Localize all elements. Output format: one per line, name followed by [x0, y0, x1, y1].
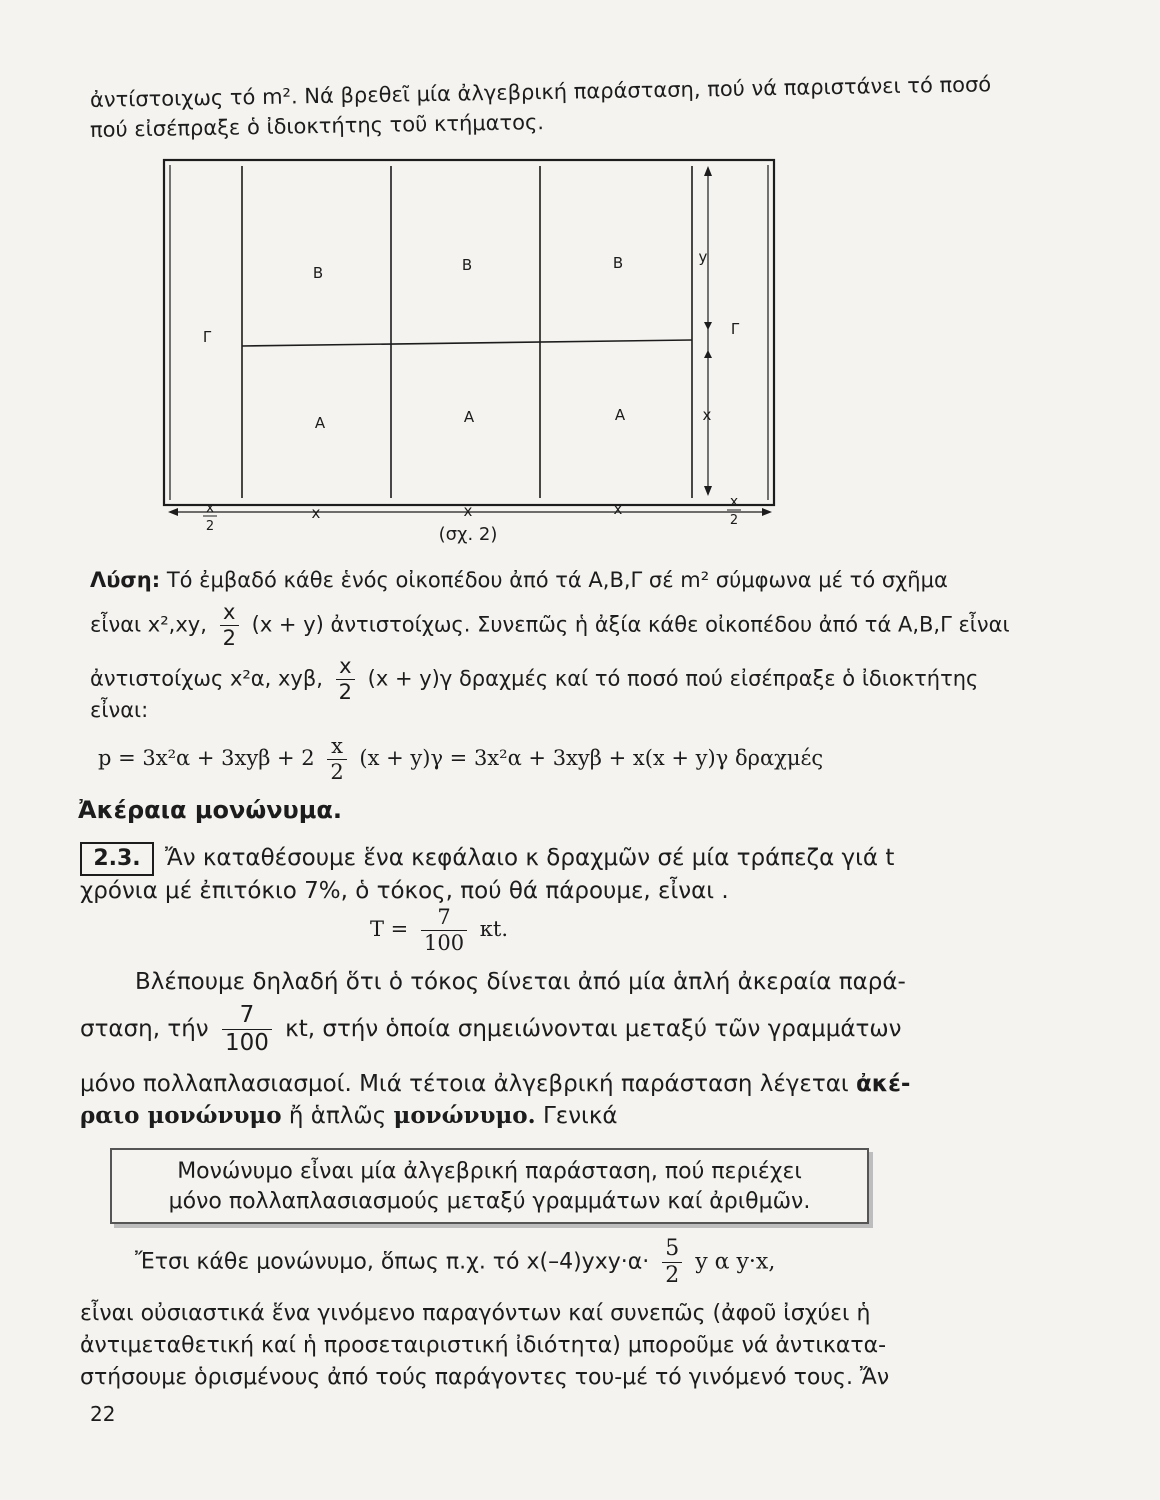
bottom-label-x1: x	[311, 504, 321, 522]
definition-box	[110, 1148, 869, 1224]
ending-line-1: εἶναι οὐσιαστικά ἕνα γινόμενο παραγόντων καί συνεπῶς (ἀφοῦ ἰσχύει ἡ	[80, 1301, 871, 1326]
arrowhead	[762, 508, 772, 516]
solution-line-2-start: εἶναι x²,xy,	[90, 612, 207, 637]
fraction-denominator: 2	[336, 679, 355, 703]
para-line-2	[80, 1002, 902, 1056]
fraction-numerator: 7	[239, 1002, 255, 1028]
section-line-2: χρόνια μέ ἐπιτόκιο 7%, ὁ τόκος, πού θά πάρουμε, εἶναι .	[80, 878, 729, 904]
side-label-y: y	[698, 248, 708, 266]
plot-label-b3: B	[612, 254, 624, 272]
para-line-3-start: μόνο πολλαπλασιασμοί. Μιά τέτοια ἀλγεβρική παράσταση λέγεται	[80, 1071, 856, 1097]
solution-line-1	[90, 566, 948, 594]
arrowhead	[168, 508, 178, 516]
solution-line-4: εἶναι:	[90, 698, 149, 722]
formula-start: p = 3x²α + 3xyβ + 2	[98, 746, 315, 770]
page-number: 22	[90, 1402, 116, 1426]
arrowhead	[704, 350, 712, 358]
plot-label-b2: B	[461, 256, 473, 274]
para-line-4-end: Γενικά	[535, 1103, 618, 1129]
fraction-numerator: 5	[665, 1236, 680, 1261]
intro-line-2: πού εἰσέπραξε ὁ ἰδιοκτήτης τοῦ κτήματος.	[89, 110, 545, 142]
fraction-x-over-2	[327, 736, 346, 783]
plot-label-a1: A	[314, 414, 326, 432]
side-label-x: x	[702, 406, 712, 424]
solution-line-3-start: ἀντιστοίχως x²α, xyβ,	[90, 666, 323, 691]
arrowhead	[704, 486, 712, 496]
solution-label: Λύση:	[90, 568, 161, 592]
fraction-denominator: 2	[327, 759, 346, 783]
solution-line-3-end: (x + y)γ δραχμές καί τό ποσό πού εἰσέπραξε ὁ ἰδιοκτήτης	[367, 666, 979, 691]
term-bold: μονώνυμο.	[393, 1102, 536, 1129]
para-line-4-mid: ἤ ἁπλῶς	[281, 1103, 394, 1129]
intro-line-1: ἀντίστοιχως τό m². Νά βρεθεῖ μία ἀλγεβρική παράσταση, πού νά παριστάνει τό ποσό	[89, 72, 992, 112]
example-start: Ἔτσι κάθε μονώνυμο, ὅπως π.χ. τό x(–4)yxy·α·	[135, 1249, 650, 1275]
plots-figure	[0, 0, 992, 560]
bottom-label-x-half-left-num: x	[205, 500, 215, 516]
plot-label-a2: A	[463, 408, 475, 426]
bottom-label-x-half-left-den: 2	[205, 519, 215, 534]
fraction-5-over-2	[662, 1238, 682, 1287]
definition-line-2: μόνο πολλαπλασιασμούς μεταξύ γραμμάτων καί ἀριθμῶν.	[168, 1189, 811, 1214]
bottom-label-x2: x	[463, 502, 473, 520]
fraction-numerator: x	[223, 600, 236, 624]
fraction-denominator: 100	[222, 1029, 272, 1055]
solution-formula	[98, 736, 888, 783]
fraction-denominator: 100	[421, 930, 467, 954]
plot-label-a3: A	[614, 406, 626, 424]
ending-line-3: στήσουμε ὁρισμένους ἀπό τούς παράγοντες του-μέ τό γινόμενό τους. Ἄν	[80, 1365, 890, 1390]
fraction-denominator: 2	[220, 625, 239, 649]
example-line	[135, 1238, 925, 1287]
plot-label-g-left: Γ	[202, 328, 212, 346]
bottom-label-x-half-right-den: 2	[729, 513, 739, 528]
para-line-3	[80, 1068, 911, 1100]
term-bold: ἀκέ-	[855, 1071, 911, 1097]
section-heading: Ἀκέραια μονώνυμα.	[78, 796, 343, 824]
definition-line-1: Μονώνυμο εἶναι μία ἀλγεβρική παράσταση, πού περιέχει	[177, 1159, 802, 1184]
fraction-denominator: 2	[662, 1262, 682, 1287]
figure-caption: (σχ. 2)	[438, 524, 498, 545]
para-line-2-end: κt, στήν ὁποία σημειώνονται μεταξύ τῶν γραμμάτων	[285, 1016, 902, 1042]
arrowhead	[704, 166, 712, 176]
solution-line-2	[90, 600, 1010, 650]
fraction-7-over-100	[222, 1004, 272, 1055]
term-bold: ραιο μονώνυμο	[80, 1102, 282, 1129]
solution-line-1-text: Τό ἐμβαδό κάθε ἑνός οἰκοπέδου ἀπό τά A,B,Γ σέ m² σύμφωνα μέ τό σχῆμα	[166, 568, 948, 592]
interest-formula	[370, 906, 1160, 954]
plot-label-b1: B	[312, 264, 324, 282]
para-line-4	[80, 1100, 870, 1132]
fraction-numerator: 7	[437, 905, 451, 929]
bottom-label-x-half-right-num: x	[729, 494, 739, 510]
section-line-1: Ἄν καταθέσουμε ἕνα κεφάλαιο κ δραχμῶν σέ μία τράπεζα γιά t	[165, 845, 895, 871]
para-line-1: Βλέπουμε δηλαδή ὅτι ὁ τόκος δίνεται ἀπό μία ἁπλή ἀκεραία παρά-	[135, 969, 906, 995]
formula-end: (x + y)γ = 3x²α + 3xyβ + x(x + y)γ δραχμές	[359, 746, 824, 770]
ending-line-2: ἀντιμεταθετική καί ἡ προσεταιριστική ἰδιότητα) μποροῦμε νά ἀντικατα-	[80, 1333, 887, 1358]
example-end: y α y·x,	[695, 1249, 776, 1275]
formula-lhs: T =	[370, 917, 409, 941]
para-line-2-start: σταση, τήν	[80, 1016, 209, 1042]
fraction-7-over-100	[421, 907, 467, 954]
fraction-x-over-2	[220, 602, 239, 649]
bottom-label-x3: x	[613, 500, 623, 518]
fraction-numerator: x	[339, 654, 352, 678]
plot-label-g-right: Γ	[730, 320, 740, 338]
fraction-numerator: x	[331, 734, 343, 758]
plots-outer-border	[164, 160, 774, 505]
row-divider	[242, 340, 692, 346]
solution-line-2-end: (x + y) ἀντιστοίχως. Συνεπῶς ἡ ἀξία κάθε οἰκοπέδου ἀπό τά A,B,Γ εἶναι	[251, 612, 1010, 637]
formula-rhs: κt.	[479, 917, 508, 941]
section-number-box: 2.3.	[80, 842, 154, 876]
arrowhead	[704, 322, 712, 330]
